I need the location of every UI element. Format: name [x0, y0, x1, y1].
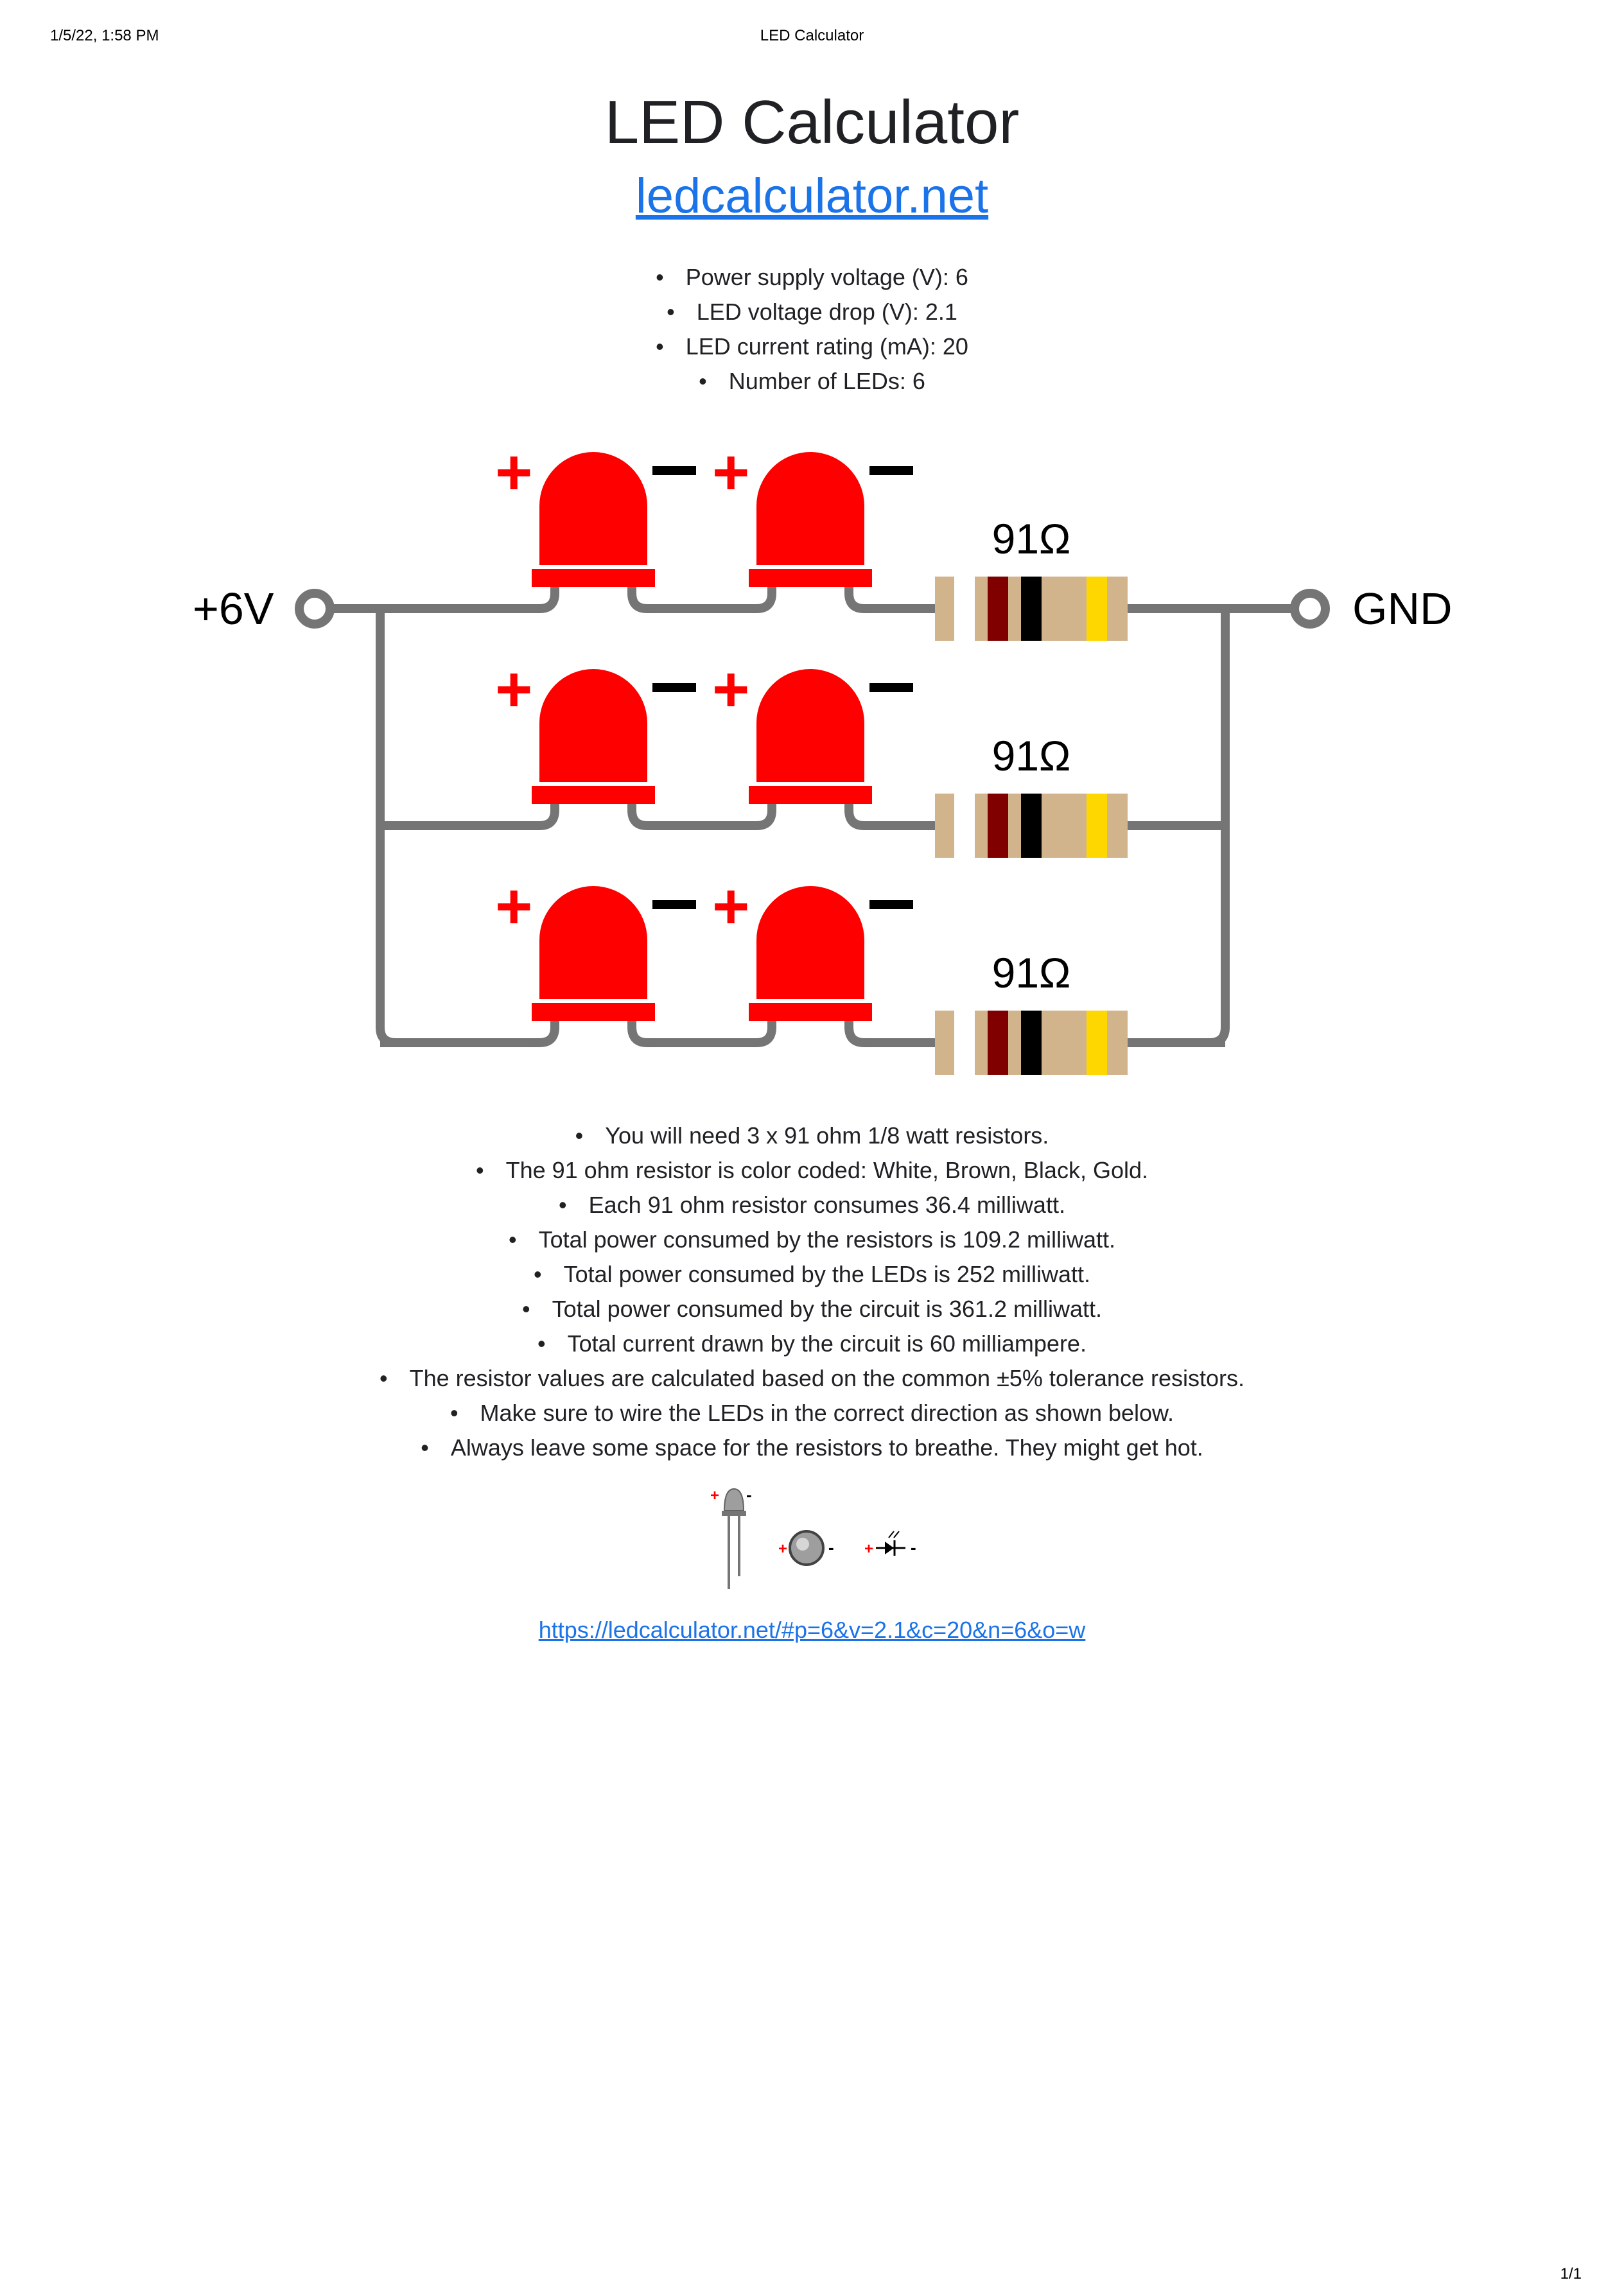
page-title: LED Calculator — [604, 88, 1020, 157]
led-anode-plus-sign: + — [712, 871, 750, 943]
circuit-diagram — [0, 411, 1624, 1085]
led-top-view-icon — [778, 1531, 834, 1565]
led-dome — [756, 452, 864, 565]
resistor-band-white — [954, 794, 975, 858]
result-total-current: • Total current drawn by the circuit is 60 milliampere. — [0, 1326, 1624, 1361]
site-link[interactable]: ledcalculator.net — [635, 169, 989, 223]
supply-terminal — [299, 593, 330, 624]
led-flange — [532, 786, 655, 804]
param-led-current: • LED current rating (mA): 20 — [0, 329, 1624, 364]
supply-voltage-label: +6V — [193, 584, 274, 634]
resistor-value-label: 91Ω — [991, 949, 1071, 996]
resistor-band-black — [1021, 794, 1042, 858]
led-lead — [539, 1020, 555, 1043]
print-datetime: 1/5/22, 1:58 PM — [50, 27, 159, 44]
led-lead — [849, 1020, 864, 1043]
result-tolerance-note: • The resistor values are calculated based on the common ±5% tolerance resistors. — [0, 1361, 1624, 1396]
led-cathode-minus-sign — [869, 466, 913, 475]
resistor-band-gold — [1087, 1011, 1107, 1075]
resistor-band-brown — [988, 577, 1008, 641]
led-orientation-icons — [706, 1480, 925, 1596]
resistor-band-gold — [1087, 577, 1107, 641]
led-cathode-minus-sign — [869, 900, 913, 909]
led-flange — [749, 786, 872, 804]
led-lead — [756, 803, 772, 826]
print-title: LED Calculator — [760, 27, 864, 44]
led-anode-plus-sign: + — [495, 654, 533, 726]
led-cathode-minus-sign — [652, 900, 696, 909]
param-led-voltage-drop: • LED voltage drop (V): 2.1 — [0, 295, 1624, 329]
led-flange — [532, 569, 655, 587]
ground-label: GND — [1352, 584, 1453, 634]
result-resistor-power: • Each 91 ohm resistor consumes 36.4 milliwatt. — [0, 1188, 1624, 1222]
param-supply-voltage: • Power supply voltage (V): 6 — [0, 260, 1624, 295]
svg-text:-: - — [828, 1538, 834, 1557]
led-lead — [756, 586, 772, 609]
led-flange — [749, 1003, 872, 1021]
led-flange — [532, 1003, 655, 1021]
resistor-band-brown — [988, 1011, 1008, 1075]
result-direction-note: • Make sure to wire the LEDs in the correct direction as shown below. — [0, 1396, 1624, 1431]
resistor-band-white — [954, 577, 975, 641]
result-total-resistor-power: • Total power consumed by the resistors is 109.2 milliwatt. — [0, 1222, 1624, 1257]
led-schematic-symbol-icon — [864, 1531, 916, 1558]
result-circuit-power: • Total power consumed by the circuit is 361.2 milliwatt. — [0, 1292, 1624, 1326]
led-lead — [632, 803, 647, 826]
result-resistor-need: • You will need 3 x 91 ohm 1/8 watt resistors. — [0, 1118, 1624, 1153]
led-dome — [539, 669, 647, 782]
resistor-band-black — [1021, 577, 1042, 641]
result-heat-note: • Always leave some space for the resistors to breathe. They might get hot. — [0, 1431, 1624, 1465]
resistor-band-black — [1021, 1011, 1042, 1075]
led-dome — [756, 669, 864, 782]
led-dome — [756, 886, 864, 999]
resistor-band-gold — [1087, 794, 1107, 858]
resistor-band-brown — [988, 794, 1008, 858]
svg-text:-: - — [746, 1485, 752, 1504]
led-dome — [539, 452, 647, 565]
resistor-value-label: 91Ω — [991, 515, 1071, 562]
led-flange — [749, 569, 872, 587]
led-anode-plus-sign: + — [495, 437, 533, 509]
result-led-power: • Total power consumed by the LEDs is 252 milliwatt. — [0, 1257, 1624, 1292]
led-anode-plus-sign: + — [712, 654, 750, 726]
ground-terminal — [1295, 593, 1325, 624]
resistor-value-label: 91Ω — [991, 732, 1071, 779]
parameter-list — [0, 260, 1624, 399]
svg-text:+: + — [864, 1540, 874, 1558]
led-anode-plus-sign: + — [712, 437, 750, 509]
led-lead — [756, 1020, 772, 1043]
led-lead — [539, 586, 555, 609]
svg-text:+: + — [778, 1540, 788, 1558]
led-lead — [632, 1020, 647, 1043]
svg-text:+: + — [710, 1487, 720, 1504]
resistor-band-white — [954, 1011, 975, 1075]
svg-text:-: - — [911, 1538, 916, 1557]
led-lead — [849, 803, 864, 826]
page-number: 1/1 — [1560, 2265, 1582, 2283]
param-led-count: • Number of LEDs: 6 — [0, 364, 1624, 399]
led-lead — [632, 586, 647, 609]
led-cathode-minus-sign — [652, 683, 696, 692]
led-cathode-minus-sign — [652, 466, 696, 475]
led-dome — [539, 886, 647, 999]
led-component-icon — [710, 1485, 752, 1589]
results-list — [0, 1118, 1624, 1465]
led-lead — [849, 586, 864, 609]
led-lead — [539, 803, 555, 826]
led-cathode-minus-sign — [869, 683, 913, 692]
result-url-link[interactable]: https://ledcalculator.net/#p=6&v=2.1&c=20&n=6&o=w — [538, 1617, 1086, 1643]
result-color-code: • The 91 ohm resistor is color coded: White, Brown, Black, Gold. — [0, 1153, 1624, 1188]
led-anode-plus-sign: + — [495, 871, 533, 943]
